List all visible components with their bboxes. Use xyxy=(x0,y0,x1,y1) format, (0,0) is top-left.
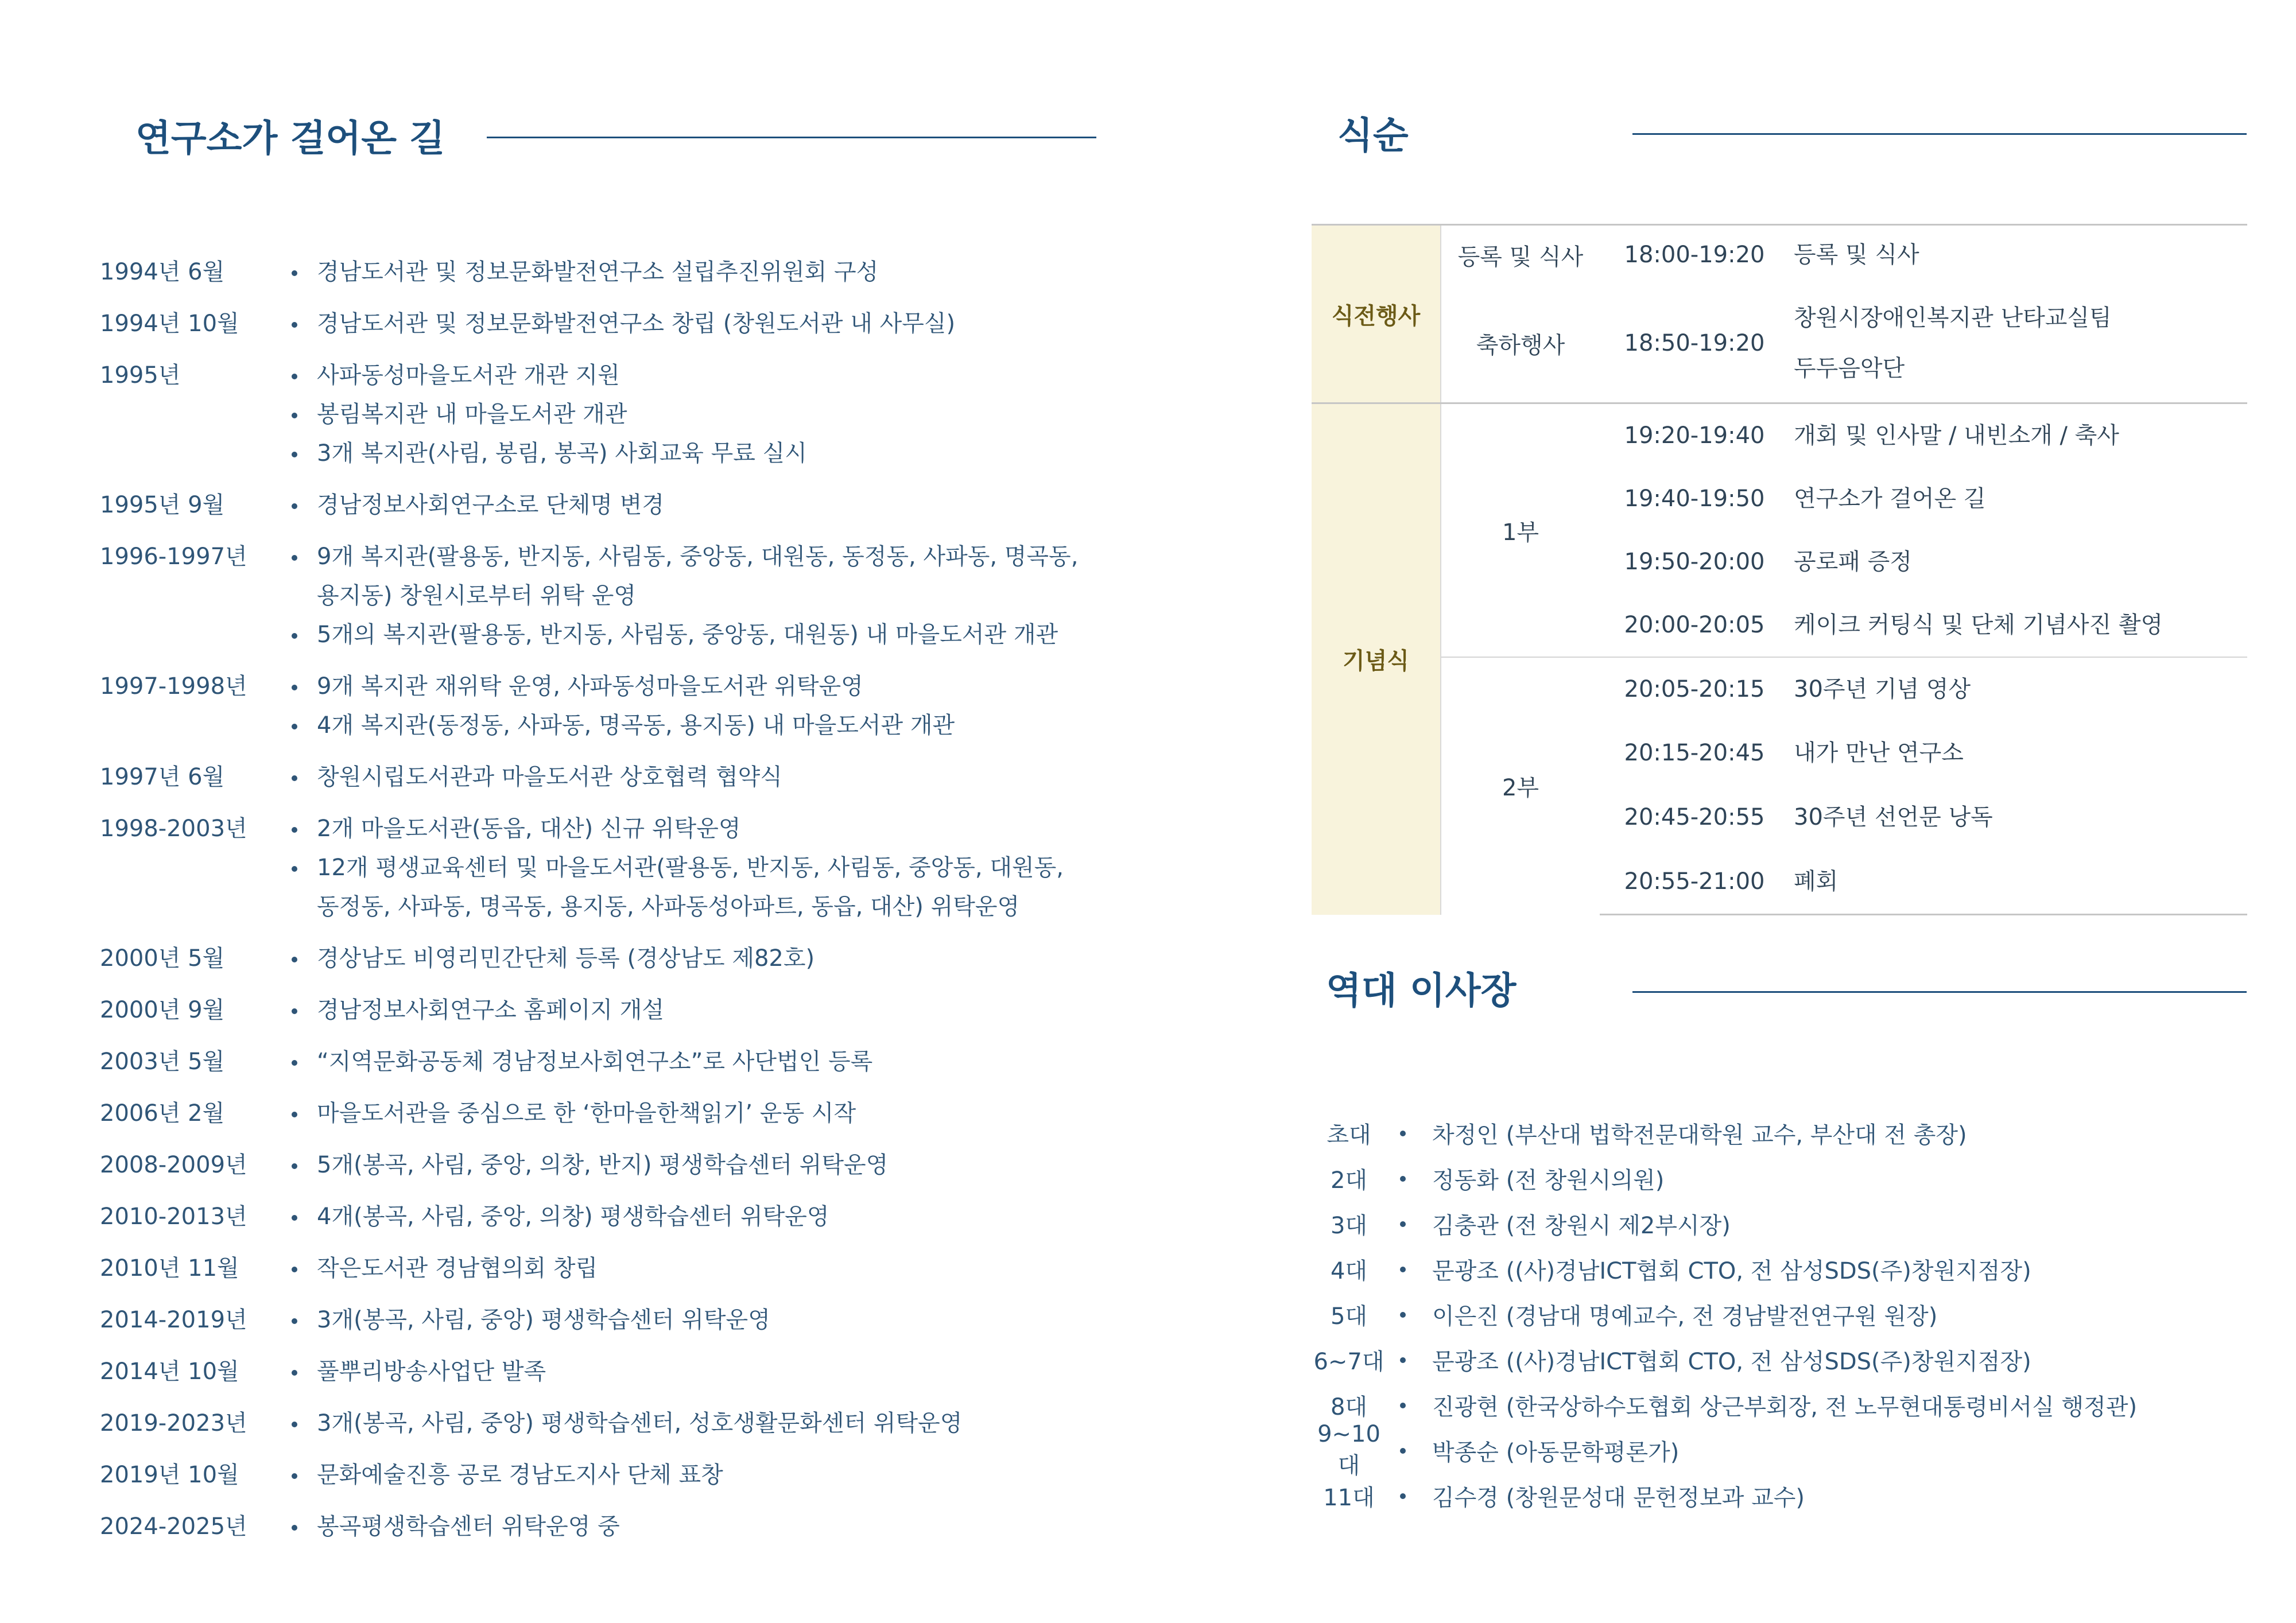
history-item: 2개 마을도서관(동읍, 대산) 신규 위탁운영 xyxy=(286,809,1110,848)
schedule-time: 18:50-19:20 xyxy=(1624,330,1765,356)
chairman-name: 차정인 (부산대 법학전문대학원 교수, 부산대 전 총장) xyxy=(1386,1117,1967,1150)
history-items xyxy=(286,758,1110,797)
history-item: “지역문화공동체 경남정보사회연구소”로 사단법인 등록 xyxy=(286,1042,1110,1081)
history-item: 마을도서관을 중심으로 한 ‘한마을한책읽기’ 운동 시작 xyxy=(286,1094,1110,1133)
history-item: 작은도서관 경남협의회 창립 xyxy=(286,1249,1110,1288)
history-date: 1994년 10월 xyxy=(100,310,239,337)
schedule-desc: 폐회 xyxy=(1789,849,2247,915)
history-item: 경남정보사회연구소 홈페이지 개설 xyxy=(286,991,1110,1030)
history-entry xyxy=(100,1455,1110,1494)
history-item: 9개 복지관(팔용동, 반지동, 사림동, 중앙동, 대원동, 동정동, 사파동, 명곡동, 용지동) 창원시로부터 위탁 운영 xyxy=(286,537,1110,615)
history-item: 풀뿌리방송사업단 발족 xyxy=(286,1352,1110,1391)
history-date: 1995년 9월 xyxy=(100,492,225,518)
schedule-time: 18:00-19:20 xyxy=(1600,225,1789,285)
history-items xyxy=(286,253,1110,292)
history-entry xyxy=(100,1507,1110,1546)
schedule-time: 19:20-19:40 xyxy=(1600,403,1789,468)
history-entry xyxy=(100,1404,1110,1443)
history-date: 1997-1998년 xyxy=(100,673,247,700)
history-item: 9개 복지관 재위탁 운영, 사파동성마을도서관 위탁운영 xyxy=(286,667,1110,706)
schedule-table xyxy=(1312,224,2247,915)
schedule-desc: 연구소가 걸어온 길 xyxy=(1794,486,1986,512)
schedule-desc: 30주년 선언문 낭독 xyxy=(1794,804,1993,830)
history-date: 2003년 5월 xyxy=(100,1049,225,1075)
history-items xyxy=(286,1352,1110,1391)
chairman-name: 문광조 ((사)경남ICT협회 CTO, 전 삼성SDS(주)창원지점장) xyxy=(1386,1344,2031,1376)
history-items xyxy=(286,1146,1110,1185)
history-items xyxy=(286,1197,1110,1236)
history-date: 2000년 5월 xyxy=(100,945,225,972)
history-items xyxy=(286,1042,1110,1081)
history-date: 2019-2023년 xyxy=(100,1410,247,1436)
history-item: 경남도서관 및 정보문화발전연구소 창립 (창원도서관 내 사무실) xyxy=(286,304,1110,343)
chairmen-list xyxy=(1312,1111,2287,1519)
chairman-row xyxy=(1312,1473,2287,1519)
history-item: 봉림복지관 내 마을도서관 개관 xyxy=(286,395,1110,434)
schedule-time: 20:45-20:55 xyxy=(1624,804,1765,830)
schedule-sub: 등록 및 식사 xyxy=(1441,225,1600,285)
chairman-row xyxy=(1312,1111,2287,1156)
history-items xyxy=(286,809,1110,926)
history-entry xyxy=(100,1197,1110,1236)
history-date: 1996-1997년 xyxy=(100,543,247,570)
history-item: 5개(봉곡, 사림, 중앙, 의창, 반지) 평생학습센터 위탁운영 xyxy=(286,1146,1110,1185)
history-entry xyxy=(100,1094,1110,1133)
history-entry xyxy=(100,304,1110,343)
history-entry xyxy=(100,809,1110,926)
history-entry xyxy=(100,253,1110,292)
schedule-time: 20:55-21:00 xyxy=(1600,849,1789,915)
history-date: 1995년 xyxy=(100,362,181,389)
history-item: 4개(봉곡, 사림, 중앙, 의창) 평생학습센터 위탁운영 xyxy=(286,1197,1110,1236)
chairman-name: 정동화 (전 창원시의원) xyxy=(1386,1162,1664,1195)
chairman-generation: 8대 xyxy=(1330,1394,1368,1420)
history-items xyxy=(286,1507,1110,1546)
schedule-desc: 등록 및 식사 xyxy=(1789,225,2247,285)
history-date: 2010년 11월 xyxy=(100,1255,239,1282)
chairman-name: 문광조 ((사)경남ICT협회 CTO, 전 삼성SDS(주)창원지점장) xyxy=(1386,1253,2031,1286)
history-items xyxy=(286,667,1110,745)
chairman-generation: 2대 xyxy=(1330,1167,1368,1194)
history-entry xyxy=(100,1352,1110,1391)
history-date: 2019년 10월 xyxy=(100,1462,239,1488)
history-entry xyxy=(100,537,1110,654)
history-item: 3개(봉곡, 사림, 중앙) 평생학습센터 위탁운영 xyxy=(286,1300,1110,1339)
history-title: 연구소가 걸어온 길 xyxy=(135,118,445,160)
chairman-generation: 5대 xyxy=(1330,1303,1368,1330)
schedule-time: 20:15-20:45 xyxy=(1624,740,1765,766)
schedule-category-ceremony: 기념식 xyxy=(1312,403,1441,915)
chairman-generation: 9~10대 xyxy=(1317,1421,1380,1479)
chairman-name: 김충관 (전 창원시 제2부시장) xyxy=(1386,1207,1731,1240)
history-entry xyxy=(100,667,1110,745)
chairman-name: 이은진 (경남대 명예교수, 전 경남발전연구원 원장) xyxy=(1386,1298,1937,1331)
history-entry xyxy=(100,1249,1110,1288)
schedule-time: 19:40-19:50 xyxy=(1624,486,1765,512)
history-entry xyxy=(100,486,1110,525)
history-date: 2010-2013년 xyxy=(100,1203,247,1230)
chairman-row xyxy=(1312,1156,2287,1201)
schedule-desc: 공로패 증정 xyxy=(1794,549,1912,575)
schedule-title-rule xyxy=(1632,133,2247,135)
chairmen-title: 역대 이사장 xyxy=(1326,970,1517,1012)
chairman-row xyxy=(1312,1201,2287,1247)
history-item: 12개 평생교육센터 및 마을도서관(팔용동, 반지동, 사림동, 중앙동, 대원동, 동정동, 사파동, 명곡동, 용지동, 사파동성아파트, 동읍, 대산) 위탁운영 xyxy=(286,848,1110,926)
history-entry xyxy=(100,356,1110,473)
chairman-name: 김수경 (창원문성대 문헌정보과 교수) xyxy=(1386,1480,1805,1512)
history-items xyxy=(286,1249,1110,1288)
history-item: 경남도서관 및 정보문화발전연구소 설립추진위원회 구성 xyxy=(286,253,1110,292)
history-items xyxy=(286,1404,1110,1443)
schedule-time: 20:00-20:05 xyxy=(1624,612,1765,638)
schedule-part-label: 1부 xyxy=(1441,403,1600,658)
chairman-generation: 4대 xyxy=(1330,1258,1368,1284)
history-item: 3개 복지관(사림, 봉림, 봉곡) 사회교육 무료 실시 xyxy=(286,434,1110,473)
chairman-row xyxy=(1312,1247,2287,1292)
chairman-generation: 6~7대 xyxy=(1313,1349,1384,1375)
history-date: 2014-2019년 xyxy=(100,1307,247,1333)
history-items xyxy=(286,486,1110,525)
schedule-sub: 축하행사 xyxy=(1476,332,1565,359)
history-item: 5개의 복지관(팔용동, 반지동, 사림동, 중앙동, 대원동) 내 마을도서관 개관 xyxy=(286,615,1110,654)
history-entry xyxy=(100,1300,1110,1339)
chairman-row xyxy=(1312,1421,2287,1479)
history-items xyxy=(286,1300,1110,1339)
chairman-name: 박종순 (아동문학평론가) xyxy=(1386,1434,1679,1467)
history-entry xyxy=(100,758,1110,797)
history-item: 경상남도 비영리민간단체 등록 (경상남도 제82호) xyxy=(286,939,1110,978)
schedule-part-label: 2부 xyxy=(1441,657,1600,915)
schedule-desc: 개회 및 인사말 / 내빈소개 / 축사 xyxy=(1789,403,2247,468)
history-date: 1997년 6월 xyxy=(100,764,225,790)
history-items xyxy=(286,939,1110,978)
history-date: 2006년 2월 xyxy=(100,1100,225,1127)
history-entry xyxy=(100,939,1110,978)
history-entry xyxy=(100,1146,1110,1185)
history-items xyxy=(286,537,1110,654)
history-items xyxy=(286,1094,1110,1133)
history-item: 사파동성마을도서관 개관 지원 xyxy=(286,356,1110,395)
chairman-generation: 초대 xyxy=(1327,1122,1371,1148)
chairman-row xyxy=(1312,1383,2287,1428)
history-date: 2000년 9월 xyxy=(100,997,225,1023)
history-date: 2014년 10월 xyxy=(100,1358,239,1385)
history-date: 1998-2003년 xyxy=(100,816,247,842)
chairman-row xyxy=(1312,1292,2287,1337)
history-timeline xyxy=(100,253,1110,1559)
history-entry xyxy=(100,1042,1110,1081)
history-items xyxy=(286,1455,1110,1494)
schedule-title: 식순 xyxy=(1337,115,1409,157)
schedule-desc: 30주년 기념 영상 xyxy=(1789,657,2247,721)
chairman-name: 진광현 (한국상하수도협회 상근부회장, 전 노무현대통령비서실 행정관) xyxy=(1386,1389,2137,1422)
history-item: 봉곡평생학습센터 위탁운영 중 xyxy=(286,1507,1110,1546)
chairmen-title-rule xyxy=(1632,991,2247,993)
history-item: 경남정보사회연구소로 단체명 변경 xyxy=(286,486,1110,525)
schedule-time: 19:50-20:00 xyxy=(1624,549,1765,575)
history-item: 4개 복지관(동정동, 사파동, 명곡동, 용지동) 내 마을도서관 개관 xyxy=(286,706,1110,745)
history-item: 문화예술진흥 공로 경남도지사 단체 표창 xyxy=(286,1455,1110,1494)
schedule-category-pre: 식전행사 xyxy=(1312,225,1441,403)
history-date: 1994년 6월 xyxy=(100,259,225,285)
history-items xyxy=(286,304,1110,343)
schedule-desc: 케이크 커팅식 및 단체 기념사진 촬영 xyxy=(1794,612,2163,638)
history-item: 창원시립도서관과 마을도서관 상호협력 협약식 xyxy=(286,758,1110,797)
history-item: 3개(봉곡, 사림, 중앙) 평생학습센터, 성호생활문화센터 위탁운영 xyxy=(286,1404,1110,1443)
history-items xyxy=(286,991,1110,1030)
history-title-rule xyxy=(487,137,1096,138)
chairman-row xyxy=(1312,1337,2287,1383)
history-entry xyxy=(100,991,1110,1030)
schedule-time: 20:05-20:15 xyxy=(1600,657,1789,721)
chairman-generation: 11대 xyxy=(1323,1485,1375,1511)
history-items xyxy=(286,356,1110,473)
history-date: 2008-2009년 xyxy=(100,1152,247,1178)
schedule-desc: 내가 만난 연구소 xyxy=(1794,740,1964,766)
history-date: 2024-2025년 xyxy=(100,1513,247,1540)
chairman-generation: 3대 xyxy=(1330,1213,1368,1239)
schedule-desc: 창원시장애인복지관 난타교실팀 두두음악단 xyxy=(1794,305,2112,382)
